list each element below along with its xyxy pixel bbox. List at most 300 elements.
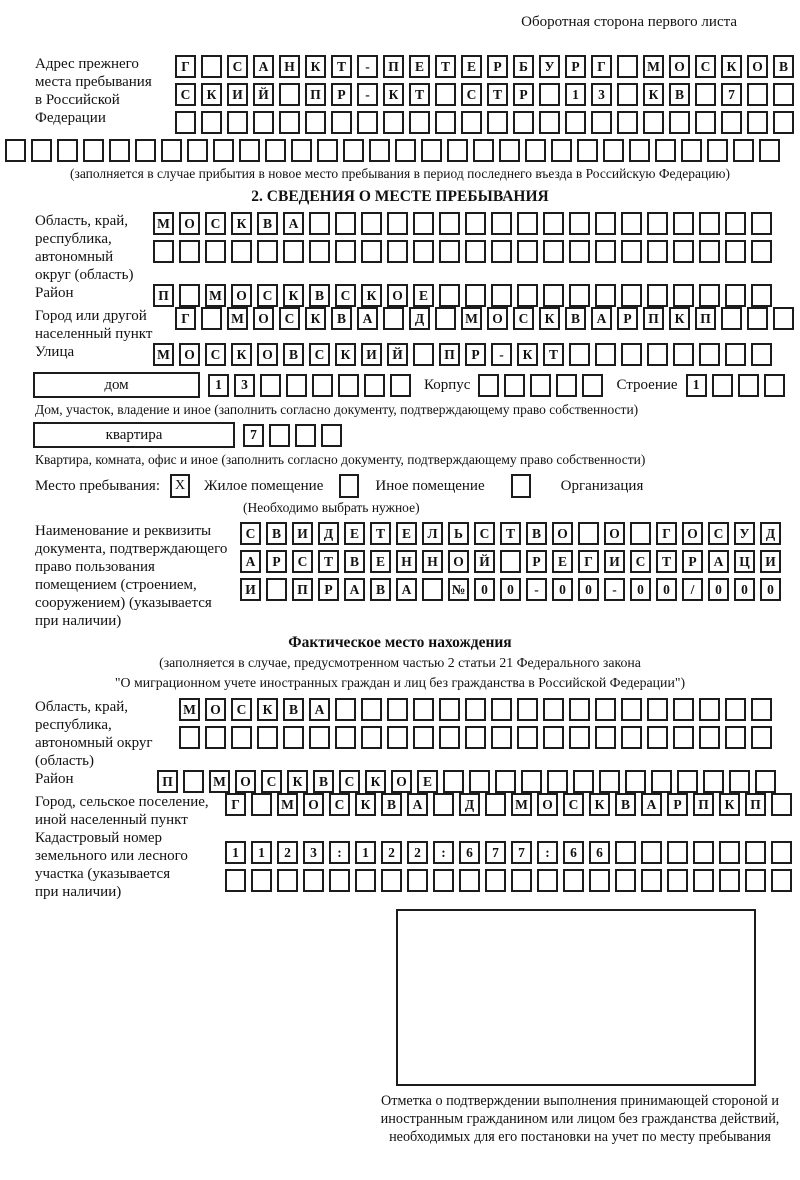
char-box[interactable]: И	[760, 550, 781, 573]
char-box[interactable]	[725, 212, 746, 235]
checkbox-other-premises[interactable]	[339, 474, 359, 498]
char-box[interactable]	[547, 770, 568, 793]
char-box[interactable]: К	[231, 212, 252, 235]
char-box[interactable]: В	[313, 770, 334, 793]
char-box[interactable]	[183, 770, 204, 793]
char-box[interactable]: 6	[563, 841, 584, 864]
char-box[interactable]: А	[240, 550, 261, 573]
char-box[interactable]	[387, 240, 408, 263]
char-box[interactable]	[621, 343, 642, 366]
char-box[interactable]: М	[461, 307, 482, 330]
char-box[interactable]	[495, 770, 516, 793]
char-box[interactable]	[317, 139, 338, 162]
char-box[interactable]: С	[513, 307, 534, 330]
char-box[interactable]: П	[693, 793, 714, 816]
char-box[interactable]: -	[357, 55, 378, 78]
char-box[interactable]	[543, 698, 564, 721]
char-box[interactable]: Р	[667, 793, 688, 816]
char-box[interactable]: М	[153, 212, 174, 235]
char-box[interactable]: Е	[461, 55, 482, 78]
char-box[interactable]	[422, 578, 443, 601]
char-box[interactable]: А	[344, 578, 365, 601]
char-box[interactable]: Ц	[734, 550, 755, 573]
char-box[interactable]	[413, 240, 434, 263]
char-box[interactable]	[361, 726, 382, 749]
char-box[interactable]	[603, 139, 624, 162]
char-box[interactable]	[413, 726, 434, 749]
char-box[interactable]: О	[552, 522, 573, 545]
char-box[interactable]	[511, 869, 532, 892]
char-box[interactable]	[565, 111, 586, 134]
char-box[interactable]: О	[179, 343, 200, 366]
char-box[interactable]	[321, 424, 342, 447]
char-box[interactable]	[573, 770, 594, 793]
char-box[interactable]	[369, 139, 390, 162]
char-box[interactable]	[599, 770, 620, 793]
char-box[interactable]	[699, 343, 720, 366]
char-box[interactable]: А	[407, 793, 428, 816]
char-box[interactable]	[721, 111, 742, 134]
char-box[interactable]: :	[329, 841, 350, 864]
char-box[interactable]: О	[537, 793, 558, 816]
char-box[interactable]	[291, 139, 312, 162]
char-box[interactable]	[83, 139, 104, 162]
char-box[interactable]	[673, 726, 694, 749]
char-box[interactable]: П	[153, 284, 174, 307]
char-box[interactable]	[721, 307, 742, 330]
char-box[interactable]: М	[227, 307, 248, 330]
char-box[interactable]	[478, 374, 499, 397]
char-box[interactable]: В	[283, 343, 304, 366]
char-box[interactable]	[625, 770, 646, 793]
char-box[interactable]	[433, 869, 454, 892]
char-box[interactable]: Т	[543, 343, 564, 366]
char-box[interactable]	[435, 111, 456, 134]
char-box[interactable]: 6	[459, 841, 480, 864]
char-box[interactable]	[409, 111, 430, 134]
char-box[interactable]: С	[292, 550, 313, 573]
char-box[interactable]: Т	[331, 55, 352, 78]
char-box[interactable]	[641, 841, 662, 864]
checkbox-residential[interactable]: X	[170, 474, 190, 498]
char-box[interactable]: 2	[381, 841, 402, 864]
char-box[interactable]: А	[591, 307, 612, 330]
char-box[interactable]	[693, 841, 714, 864]
char-box[interactable]	[286, 374, 307, 397]
char-box[interactable]: К	[721, 55, 742, 78]
char-box[interactable]	[615, 841, 636, 864]
char-box[interactable]	[459, 869, 480, 892]
char-box[interactable]	[751, 240, 772, 263]
char-box[interactable]	[517, 212, 538, 235]
char-box[interactable]	[31, 139, 52, 162]
char-box[interactable]: В	[283, 698, 304, 721]
char-box[interactable]: А	[283, 212, 304, 235]
char-box[interactable]	[390, 374, 411, 397]
char-box[interactable]: Д	[459, 793, 480, 816]
char-box[interactable]	[257, 240, 278, 263]
char-box[interactable]: 0	[578, 578, 599, 601]
char-box[interactable]: О	[387, 284, 408, 307]
char-box[interactable]: О	[487, 307, 508, 330]
char-box[interactable]: Г	[578, 550, 599, 573]
char-box[interactable]: -	[491, 343, 512, 366]
char-box[interactable]	[383, 307, 404, 330]
char-box[interactable]: К	[539, 307, 560, 330]
char-box[interactable]	[569, 212, 590, 235]
char-box[interactable]: Р	[617, 307, 638, 330]
char-box[interactable]	[725, 240, 746, 263]
char-box[interactable]: А	[708, 550, 729, 573]
char-box[interactable]	[747, 111, 768, 134]
house-widebox[interactable]: дом	[33, 372, 200, 398]
char-box[interactable]	[491, 212, 512, 235]
char-box[interactable]: К	[719, 793, 740, 816]
char-box[interactable]	[521, 770, 542, 793]
char-box[interactable]: :	[433, 841, 454, 864]
char-box[interactable]: К	[589, 793, 610, 816]
char-box[interactable]	[283, 726, 304, 749]
char-box[interactable]: С	[708, 522, 729, 545]
char-box[interactable]: В	[344, 550, 365, 573]
char-box[interactable]	[465, 726, 486, 749]
char-box[interactable]: 0	[474, 578, 495, 601]
char-box[interactable]	[699, 698, 720, 721]
char-box[interactable]: М	[277, 793, 298, 816]
char-box[interactable]	[595, 343, 616, 366]
char-box[interactable]	[771, 841, 792, 864]
char-box[interactable]	[361, 240, 382, 263]
char-box[interactable]	[381, 869, 402, 892]
char-box[interactable]	[239, 139, 260, 162]
char-box[interactable]: О	[303, 793, 324, 816]
char-box[interactable]: 7	[721, 83, 742, 106]
char-box[interactable]	[517, 726, 538, 749]
char-box[interactable]	[5, 139, 26, 162]
char-box[interactable]: В	[669, 83, 690, 106]
char-box[interactable]: 2	[277, 841, 298, 864]
char-box[interactable]: 7	[243, 424, 264, 447]
char-box[interactable]	[771, 793, 792, 816]
char-box[interactable]: С	[339, 770, 360, 793]
char-box[interactable]	[265, 139, 286, 162]
char-box[interactable]	[279, 83, 300, 106]
char-box[interactable]	[335, 698, 356, 721]
char-box[interactable]	[747, 83, 768, 106]
char-box[interactable]	[343, 139, 364, 162]
char-box[interactable]: А	[357, 307, 378, 330]
char-box[interactable]: О	[669, 55, 690, 78]
char-box[interactable]	[517, 240, 538, 263]
char-box[interactable]	[729, 770, 750, 793]
char-box[interactable]	[699, 284, 720, 307]
char-box[interactable]	[578, 522, 599, 545]
char-box[interactable]: Е	[417, 770, 438, 793]
char-box[interactable]: Р	[331, 83, 352, 106]
char-box[interactable]: Р	[682, 550, 703, 573]
char-box[interactable]	[569, 698, 590, 721]
char-box[interactable]	[589, 869, 610, 892]
char-box[interactable]: Р	[526, 550, 547, 573]
char-box[interactable]	[357, 111, 378, 134]
char-box[interactable]	[773, 307, 794, 330]
char-box[interactable]: В	[615, 793, 636, 816]
char-box[interactable]	[439, 726, 460, 749]
char-box[interactable]	[693, 869, 714, 892]
char-box[interactable]: Н	[422, 550, 443, 573]
char-box[interactable]	[335, 726, 356, 749]
char-box[interactable]: 1	[225, 841, 246, 864]
char-box[interactable]	[309, 212, 330, 235]
char-box[interactable]: К	[283, 284, 304, 307]
char-box[interactable]: Р	[513, 83, 534, 106]
char-box[interactable]	[745, 869, 766, 892]
char-box[interactable]: /	[682, 578, 703, 601]
char-box[interactable]	[617, 83, 638, 106]
char-box[interactable]: 0	[552, 578, 573, 601]
char-box[interactable]: И	[227, 83, 248, 106]
char-box[interactable]	[725, 343, 746, 366]
char-box[interactable]	[109, 139, 130, 162]
char-box[interactable]: С	[474, 522, 495, 545]
char-box[interactable]: К	[361, 284, 382, 307]
char-box[interactable]: Б	[513, 55, 534, 78]
char-box[interactable]: К	[335, 343, 356, 366]
char-box[interactable]	[539, 111, 560, 134]
char-box[interactable]	[647, 284, 668, 307]
char-box[interactable]	[295, 424, 316, 447]
char-box[interactable]: Д	[760, 522, 781, 545]
char-box[interactable]	[269, 424, 290, 447]
char-box[interactable]: П	[383, 55, 404, 78]
char-box[interactable]	[355, 869, 376, 892]
char-box[interactable]	[543, 284, 564, 307]
char-box[interactable]	[439, 284, 460, 307]
char-box[interactable]: О	[231, 284, 252, 307]
char-box[interactable]	[651, 770, 672, 793]
char-box[interactable]: 1	[565, 83, 586, 106]
char-box[interactable]	[439, 698, 460, 721]
char-box[interactable]	[725, 698, 746, 721]
char-box[interactable]	[439, 240, 460, 263]
char-box[interactable]: 7	[511, 841, 532, 864]
char-box[interactable]	[621, 698, 642, 721]
char-box[interactable]: Р	[318, 578, 339, 601]
char-box[interactable]	[719, 869, 740, 892]
char-box[interactable]: 0	[630, 578, 651, 601]
char-box[interactable]: Н	[279, 55, 300, 78]
char-box[interactable]: Д	[318, 522, 339, 545]
char-box[interactable]	[543, 240, 564, 263]
char-box[interactable]: -	[357, 83, 378, 106]
char-box[interactable]: П	[305, 83, 326, 106]
char-box[interactable]: К	[517, 343, 538, 366]
char-box[interactable]	[361, 212, 382, 235]
char-box[interactable]: У	[734, 522, 755, 545]
char-box[interactable]	[465, 284, 486, 307]
char-box[interactable]: П	[643, 307, 664, 330]
char-box[interactable]: П	[292, 578, 313, 601]
char-box[interactable]	[413, 343, 434, 366]
char-box[interactable]	[473, 139, 494, 162]
char-box[interactable]: С	[261, 770, 282, 793]
char-box[interactable]: Р	[487, 55, 508, 78]
char-box[interactable]: С	[309, 343, 330, 366]
char-box[interactable]	[179, 726, 200, 749]
char-box[interactable]	[213, 139, 234, 162]
char-box[interactable]	[595, 698, 616, 721]
char-box[interactable]	[543, 212, 564, 235]
char-box[interactable]	[329, 869, 350, 892]
char-box[interactable]	[387, 726, 408, 749]
char-box[interactable]	[387, 698, 408, 721]
char-box[interactable]	[647, 343, 668, 366]
char-box[interactable]	[595, 240, 616, 263]
char-box[interactable]: 3	[591, 83, 612, 106]
char-box[interactable]: Д	[409, 307, 430, 330]
char-box[interactable]	[331, 111, 352, 134]
char-box[interactable]: П	[439, 343, 460, 366]
char-box[interactable]	[582, 374, 603, 397]
char-box[interactable]	[707, 139, 728, 162]
char-box[interactable]	[751, 343, 772, 366]
char-box[interactable]	[677, 770, 698, 793]
char-box[interactable]: Г	[175, 307, 196, 330]
char-box[interactable]	[266, 578, 287, 601]
char-box[interactable]	[201, 111, 222, 134]
char-box[interactable]: К	[305, 55, 326, 78]
char-box[interactable]	[655, 139, 676, 162]
char-box[interactable]	[435, 83, 456, 106]
char-box[interactable]: №	[448, 578, 469, 601]
char-box[interactable]: Е	[370, 550, 391, 573]
char-box[interactable]	[773, 111, 794, 134]
char-box[interactable]: К	[287, 770, 308, 793]
char-box[interactable]: А	[641, 793, 662, 816]
char-box[interactable]	[695, 111, 716, 134]
char-box[interactable]: И	[604, 550, 625, 573]
char-box[interactable]	[595, 726, 616, 749]
char-box[interactable]	[759, 139, 780, 162]
char-box[interactable]	[617, 111, 638, 134]
char-box[interactable]: Е	[552, 550, 573, 573]
char-box[interactable]: 0	[708, 578, 729, 601]
char-box[interactable]: О	[682, 522, 703, 545]
char-box[interactable]	[530, 374, 551, 397]
char-box[interactable]: Г	[591, 55, 612, 78]
char-box[interactable]: О	[235, 770, 256, 793]
char-box[interactable]	[513, 111, 534, 134]
char-box[interactable]	[630, 522, 651, 545]
char-box[interactable]	[621, 726, 642, 749]
char-box[interactable]	[669, 111, 690, 134]
char-box[interactable]	[413, 698, 434, 721]
char-box[interactable]	[205, 726, 226, 749]
char-box[interactable]	[491, 726, 512, 749]
char-box[interactable]: В	[773, 55, 794, 78]
apartment-widebox[interactable]: квартира	[33, 422, 235, 448]
char-box[interactable]	[421, 139, 442, 162]
char-box[interactable]: У	[539, 55, 560, 78]
char-box[interactable]: С	[257, 284, 278, 307]
char-box[interactable]: 1	[355, 841, 376, 864]
char-box[interactable]	[231, 240, 252, 263]
char-box[interactable]	[413, 212, 434, 235]
char-box[interactable]	[569, 343, 590, 366]
char-box[interactable]: К	[643, 83, 664, 106]
char-box[interactable]	[407, 869, 428, 892]
char-box[interactable]: 1	[686, 374, 707, 397]
char-box[interactable]: Т	[318, 550, 339, 573]
char-box[interactable]	[485, 869, 506, 892]
char-box[interactable]: С	[240, 522, 261, 545]
char-box[interactable]: Т	[656, 550, 677, 573]
char-box[interactable]: А	[253, 55, 274, 78]
char-box[interactable]: О	[391, 770, 412, 793]
char-box[interactable]: И	[361, 343, 382, 366]
char-box[interactable]	[647, 698, 668, 721]
char-box[interactable]	[279, 111, 300, 134]
checkbox-organization[interactable]	[511, 474, 531, 498]
char-box[interactable]: М	[209, 770, 230, 793]
char-box[interactable]	[543, 726, 564, 749]
char-box[interactable]	[201, 307, 222, 330]
char-box[interactable]	[335, 240, 356, 263]
char-box[interactable]: О	[257, 343, 278, 366]
char-box[interactable]: О	[448, 550, 469, 573]
char-box[interactable]	[621, 212, 642, 235]
char-box[interactable]	[751, 284, 772, 307]
char-box[interactable]	[309, 240, 330, 263]
char-box[interactable]	[556, 374, 577, 397]
char-box[interactable]	[615, 869, 636, 892]
char-box[interactable]: О	[253, 307, 274, 330]
char-box[interactable]: А	[309, 698, 330, 721]
char-box[interactable]	[643, 111, 664, 134]
char-box[interactable]: -	[526, 578, 547, 601]
char-box[interactable]	[647, 726, 668, 749]
char-box[interactable]	[395, 139, 416, 162]
char-box[interactable]: П	[745, 793, 766, 816]
char-box[interactable]	[647, 212, 668, 235]
char-box[interactable]: К	[231, 343, 252, 366]
char-box[interactable]: М	[153, 343, 174, 366]
char-box[interactable]	[517, 284, 538, 307]
char-box[interactable]: Г	[225, 793, 246, 816]
char-box[interactable]: Е	[396, 522, 417, 545]
char-box[interactable]: Т	[435, 55, 456, 78]
char-box[interactable]: 0	[734, 578, 755, 601]
char-box[interactable]	[491, 698, 512, 721]
char-box[interactable]: В	[331, 307, 352, 330]
char-box[interactable]	[681, 139, 702, 162]
char-box[interactable]	[447, 139, 468, 162]
char-box[interactable]	[517, 698, 538, 721]
char-box[interactable]	[487, 111, 508, 134]
char-box[interactable]: М	[179, 698, 200, 721]
char-box[interactable]	[667, 841, 688, 864]
char-box[interactable]	[205, 240, 226, 263]
char-box[interactable]: В	[257, 212, 278, 235]
char-box[interactable]: К	[201, 83, 222, 106]
char-box[interactable]	[387, 212, 408, 235]
char-box[interactable]	[595, 212, 616, 235]
char-box[interactable]: 3	[303, 841, 324, 864]
char-box[interactable]: 1	[251, 841, 272, 864]
char-box[interactable]	[225, 869, 246, 892]
char-box[interactable]	[641, 869, 662, 892]
char-box[interactable]	[161, 139, 182, 162]
